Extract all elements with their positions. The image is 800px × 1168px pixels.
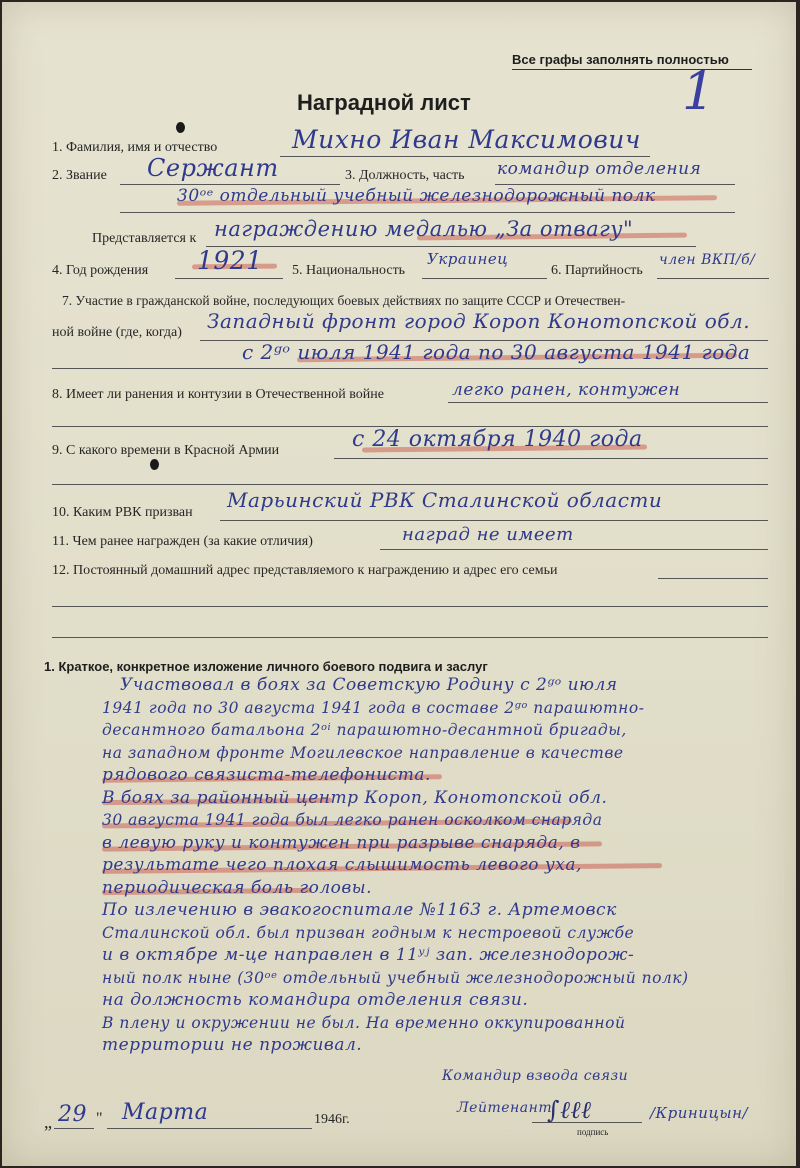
field-8-wounds: легко ранен, контужен	[452, 380, 681, 400]
feat-line: 30 августа 1941 года был легко ранен осколком снаряда	[102, 811, 603, 829]
feat-line: По излечению в эвакогоспитале №1163 г. Артемовск	[102, 900, 617, 920]
feat-line: ный полк ныне (30ᵒᵉ отдельный учебный железнодорожный полк)	[102, 968, 689, 987]
feat-line: результате чего плохая слышимость левого уха,	[102, 855, 582, 875]
field-11-label: 11. Чем ранее награжден (за какие отличия)	[52, 534, 313, 549]
field-6-party: член ВКП/б/	[659, 252, 756, 268]
feat-line: 1941 года по 30 августа 1941 года в составе 2ᵍᵒ парашютно-	[102, 698, 645, 717]
field-5-label: 5. Национальность	[292, 263, 406, 278]
date-year: 1946г.	[314, 1112, 350, 1127]
field-4-birth-year: 1921	[197, 246, 263, 275]
date-month: Марта	[122, 1100, 209, 1125]
field-6-label: 6. Партийность	[551, 263, 643, 278]
fill-all-fields-note: Все графы заполнять полностью	[512, 52, 729, 67]
feat-line: на должность командира отделения связи.	[102, 990, 529, 1010]
feat-description	[102, 674, 689, 1057]
date-day: 29	[58, 1102, 87, 1127]
field-1-full-name: Михно Иван Максимович	[292, 125, 641, 154]
field-7-front: Западный фронт город Короп Конотопской обл.	[207, 309, 751, 333]
field-2-label: 2. Звание	[52, 168, 107, 183]
commander-rank: Лейтенант	[457, 1100, 553, 1116]
document-title: Наградной лист	[297, 90, 471, 115]
feat-line: В боях за районный центр Короп, Конотопской обл.	[102, 787, 608, 808]
feat-line: территории не проживал.	[102, 1035, 363, 1055]
field-2-rank: Сержант	[147, 154, 279, 182]
commander-title: Командир взвода связи	[442, 1068, 629, 1084]
field-9-label: 9. С какого времени в Красной Армии	[52, 443, 280, 458]
feat-line: Участвовал в боях за Советскую Родину с 2ᵍᵒ июля	[120, 675, 618, 695]
feat-line: на западном фронте Могилевское направление в качестве	[102, 743, 624, 762]
field-9-army-since: с 24 октября 1940 года	[352, 427, 643, 452]
signatory-name: /Криницын/	[650, 1104, 749, 1122]
punch-hole-top	[176, 122, 185, 133]
nominated-for-label: Представляется к	[92, 231, 197, 246]
feat-line: и в октябре м-це направлен в 11ʸʲ зап. железнодорож-	[102, 945, 635, 965]
field-4-label: 4. Год рождения	[52, 263, 149, 278]
feat-line: В плену и окружении не был. На временно оккупированной	[102, 1013, 626, 1032]
feat-section-heading: 1. Краткое, конкретное изложение личного боевого подвига и заслуг	[44, 659, 488, 674]
field-7-label-line-1: 7. Участие в гражданской войне, последующих боевых действиях по защите СССР и Отечествен-	[62, 293, 626, 308]
date-quote-close: "	[96, 1110, 103, 1127]
signature: ∫⁠ℓℓℓ	[547, 1096, 592, 1124]
field-10-label: 10. Каким РВК призван	[52, 505, 193, 520]
nominated-award: награждению медалью „За отвагу"	[214, 217, 634, 241]
field-5-nationality: Украинец	[427, 250, 509, 268]
field-11-previous-awards: наград не имеет	[402, 524, 574, 545]
signature-caption: подпись	[577, 1127, 609, 1137]
award-sheet	[2, 2, 796, 1166]
field-7-label-line-2: ной войне (где, когда)	[52, 325, 182, 340]
field-1-label: 1. Фамилия, имя и отчество	[52, 140, 218, 155]
field-3-unit: 30ᵒᵉ отдельный учебный железнодорожный полк	[177, 186, 656, 206]
feat-line: периодическая боль головы.	[102, 877, 373, 898]
field-10-recruitment-office: Марьинский РВК Сталинской области	[227, 488, 663, 512]
page-number-mark: 1	[682, 62, 716, 122]
punch-hole-middle	[150, 459, 159, 470]
feat-line: рядового связиста-телефониста.	[102, 765, 431, 785]
field-3-position: командир отделения	[497, 159, 702, 179]
field-12-label: 12. Постоянный домашний адрес представляемого к награждению и адрес его семьи	[52, 563, 558, 578]
feat-line: десантного батальона 2ᵒⁱ парашютно-десантной бригады,	[102, 721, 627, 739]
field-3-label: 3. Должность, часть	[345, 168, 465, 183]
field-8-label: 8. Имеет ли ранения и контузии в Отечественной войне	[52, 387, 384, 402]
feat-line: Сталинской обл. был призван годным к нестроевой службе	[102, 923, 635, 942]
field-7-period: с 2ᵍᵒ июля 1941 года по 30 августа 1941 года	[242, 340, 751, 364]
date-quote-open: „	[44, 1112, 52, 1132]
feat-line: в левую руку и контужен при разрыве снаряда, в	[102, 832, 581, 853]
